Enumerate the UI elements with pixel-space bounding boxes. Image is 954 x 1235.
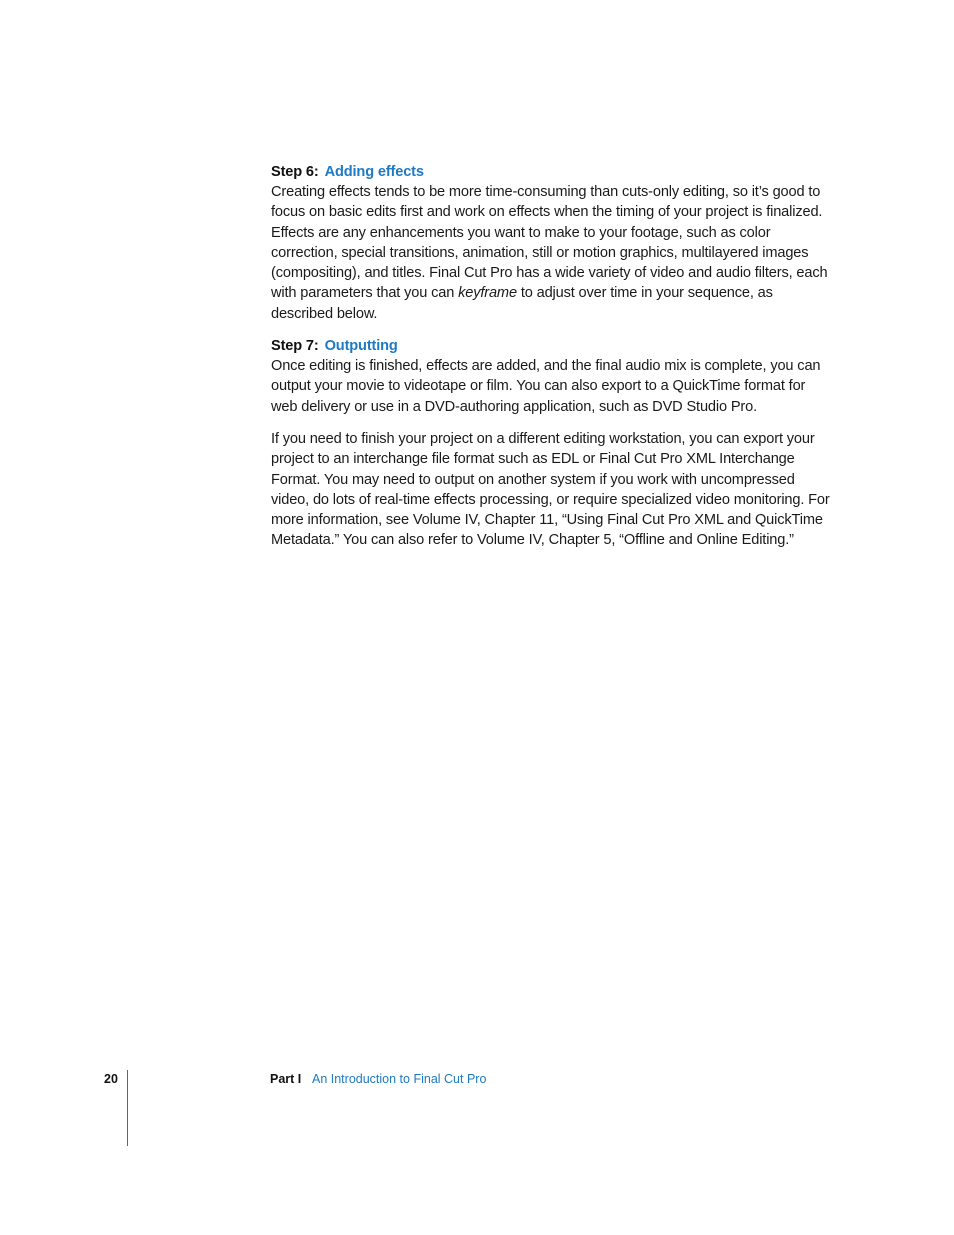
- step-6-text-before: Creating effects tends to be more time-consuming than cuts-only editing, so it’s good to focus on basic edits first and work on effects when the timing of your project is finalized. Effects are any enhancements you want to make to your footage, such as color correction, special transitions, animation, still or motion graphics, multilayered images (compositing), and titles. Final Cut Pro has a wide variety of video and audio filters, each with parameters that you can: [271, 184, 828, 302]
- keyframe-term: keyframe: [458, 285, 517, 302]
- step-6-label: Step 6:: [271, 164, 319, 180]
- footer-book-title: An Introduction to Final Cut Pro: [312, 1072, 487, 1086]
- step-6-title: Adding effects: [324, 164, 424, 180]
- footer-divider: [127, 1070, 128, 1146]
- step-7-label: Step 7:: [271, 338, 319, 355]
- page-content: [271, 162, 831, 563]
- step-6-text-after: to adjust over time in your sequence, as described below.: [271, 285, 773, 322]
- step-7-paragraph-1: Once editing is finished, effects are added, and the final audio mix is complete, you can output your movie to videotape or film. You can also export to a QuickTime format for web delivery or use in a DVD-authoring application, such as DVD Studio Pro.: [271, 358, 821, 415]
- step-6-heading: [271, 162, 831, 182]
- step-6-paragraph: [271, 182, 831, 324]
- step-7-heading: [271, 336, 831, 356]
- footer-part-label: Part I: [270, 1072, 302, 1086]
- page-number: 20: [104, 1072, 118, 1086]
- step-7-title: Outputting: [324, 338, 398, 355]
- step-7-paragraph-2: If you need to finish your project on a different editing workstation, you can export your project to an interchange file format such as EDL or Final Cut Pro XML Interchange Format. You may need to output on another system if you work with uncompressed video, do lots of real-time effects processing, or require specialized video monitoring. For more information, see Volume IV, Chapter 11, “Using Final Cut Pro XML and QuickTime Metadata.” You can also refer to Volume IV, Chapter 5, “Offline and Online Editing.”: [271, 430, 830, 549]
